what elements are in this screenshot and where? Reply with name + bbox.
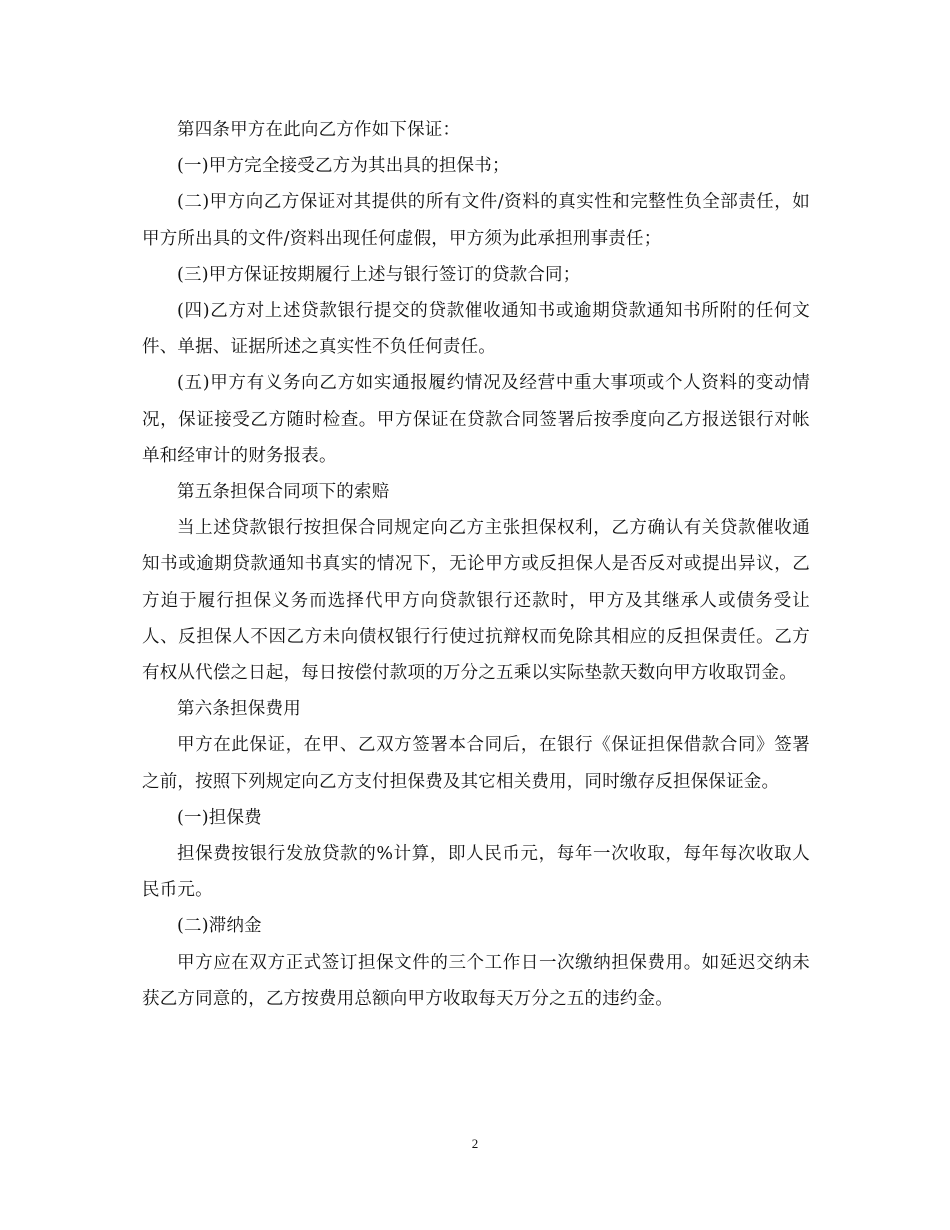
article-4-item-1: (一)甲方完全接受乙方为其出具的担保书； — [177, 156, 510, 177]
article-6-heading: 第六条担保费用 — [177, 699, 301, 720]
article-4-item-5: (五)甲方有义务向乙方如实通报履约情况及经营中重大事项或个人资料的变动情况，保证接受乙方随时检查。甲方保证在贷款合同签署后按季度向乙方报送银行对帐单和经审计的财务报表。 — [142, 373, 810, 466]
article-6-item-2-heading: (二)滞纳金 — [177, 916, 262, 937]
article-5-body: 当上述贷款银行按担保合同规定向乙方主张担保权利，乙方确认有关贷款催收通知书或逾期贷款通知书真实的情况下，无论甲方或反担保人是否反对或提出异议，乙方迫于履行担保义务而选择代甲方向贷款银行还款时，甲方及其继承人或债务受让人、反担保人不因乙方未向债权银行行使过抗辩权而免除其相应的反担保责任。乙方有权从代偿之日起，每日按偿付款项的万分之五乘以实际垫款天数向甲方收取罚金。 — [142, 518, 810, 684]
article-6-item-1-body: 担保费按银行发放贷款的%计算，即人民币元，每年一次收取，每年每次收取人民币元。 — [142, 844, 810, 901]
article-6-item-2-body: 甲方应在双方正式签订担保文件的三个工作日一次缴纳担保费用。如延迟交纳未获乙方同意的，乙方按费用总额向甲方收取每天万分之五的违约金。 — [142, 952, 810, 1009]
article-6-item-1-heading: (一)担保费 — [177, 807, 262, 828]
document-body — [142, 112, 810, 1017]
article-4-heading: 第四条甲方在此向乙方作如下保证： — [177, 120, 461, 140]
article-6-intro: 甲方在此保证，在甲、乙双方签署本合同后，在银行《保证担保借款合同》签署之前，按照下列规定向乙方支付担保费及其它相关费用，同时缴存反担保保证金。 — [142, 735, 810, 792]
article-5-heading: 第五条担保合同项下的索赔 — [177, 482, 390, 503]
article-4-item-2: (二)甲方向乙方保证对其提供的所有文件/资料的真实性和完整性负全部责任，如甲方所出具的文件/资料出现任何虚假，甲方须为此承担刑事责任； — [142, 192, 810, 249]
article-4-item-3: (三)甲方保证按期履行上述与银行签订的贷款合同； — [177, 264, 581, 285]
article-4-item-4: (四)乙方对上述贷款银行提交的贷款催收通知书或逾期贷款通知书所附的任何文件、单据、证据所述之真实性不负任何责任。 — [142, 301, 810, 358]
page-number: 2 — [471, 1136, 479, 1151]
